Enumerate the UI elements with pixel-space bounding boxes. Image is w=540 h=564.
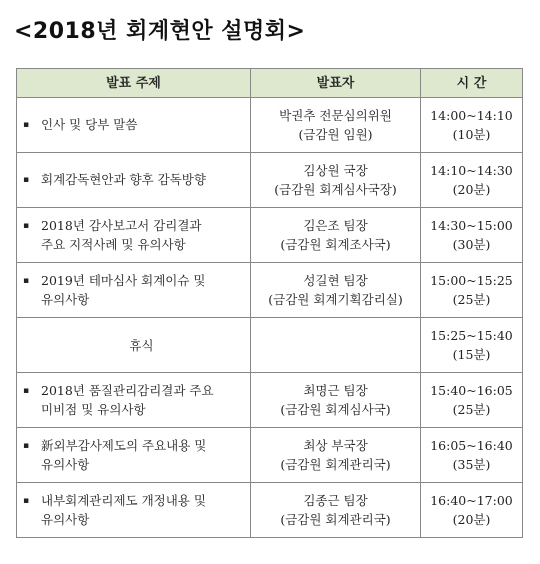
table-row xyxy=(17,263,523,318)
time-cell xyxy=(421,318,523,373)
bullet-icon: ▪ xyxy=(23,175,30,185)
topic-line: 유의사항 xyxy=(41,512,90,527)
topic-text xyxy=(41,271,242,309)
bullet-icon: ▪ xyxy=(23,496,30,506)
topic-line: 2018년 감사보고서 감리결과 xyxy=(41,218,202,233)
schedule-table xyxy=(16,68,523,538)
topic-cell xyxy=(17,98,251,153)
time-range: 16:05~16:40 xyxy=(430,438,513,453)
bullet-icon: ▪ xyxy=(23,276,30,286)
table-row xyxy=(17,483,523,538)
topic-text xyxy=(41,170,242,189)
topic-cell xyxy=(17,483,251,538)
time-cell xyxy=(421,263,523,318)
presenter-cell xyxy=(251,208,421,263)
time-cell xyxy=(421,483,523,538)
topic-text xyxy=(41,436,242,474)
bullet-icon xyxy=(23,336,41,337)
presenter-cell xyxy=(251,263,421,318)
bullet-icon: ▪ xyxy=(23,120,30,130)
time-duration: (35분) xyxy=(452,457,491,472)
time-duration: (20분) xyxy=(452,512,491,527)
time-range: 16:40~17:00 xyxy=(430,493,513,508)
presenter-cell xyxy=(251,318,421,373)
table-header-row xyxy=(17,69,523,98)
presenter-affiliation: (금감원 회계관리국) xyxy=(280,512,391,527)
presenter-name: 김은조 팀장 xyxy=(303,218,368,233)
time-range: 15:25~15:40 xyxy=(430,328,513,343)
topic-line: 유의사항 xyxy=(41,457,90,472)
time-duration: (25분) xyxy=(452,402,491,417)
presenter-cell xyxy=(251,153,421,208)
time-range: 14:10~14:30 xyxy=(430,163,513,178)
time-range: 14:00~14:10 xyxy=(430,108,513,123)
header-presenter: 발표자 xyxy=(251,69,421,98)
table-row xyxy=(17,373,523,428)
topic-text xyxy=(41,491,242,529)
presenter-affiliation: (금감원 회계기획감리실) xyxy=(268,292,403,307)
time-cell xyxy=(421,98,523,153)
bullet-icon: ▪ xyxy=(23,386,30,396)
topic-line: 휴식 xyxy=(129,337,154,353)
presenter-name: 최상 부국장 xyxy=(303,438,368,453)
presenter-name: 최명근 팀장 xyxy=(303,383,368,398)
time-cell xyxy=(421,428,523,483)
presenter-affiliation: (금감원 회계심사국장) xyxy=(274,182,397,197)
bullet-icon: ▪ xyxy=(23,221,30,231)
topic-line: 新외부감사제도의 주요내용 및 xyxy=(41,438,207,453)
presenter-cell xyxy=(251,428,421,483)
time-cell xyxy=(421,208,523,263)
topic-text xyxy=(41,115,242,134)
time-duration: (15분) xyxy=(452,347,491,362)
topic-cell xyxy=(17,153,251,208)
time-duration: (30분) xyxy=(452,237,491,252)
presenter-cell xyxy=(251,483,421,538)
presenter-name: 박권추 전문심의위원 xyxy=(279,108,392,123)
topic-line: 인사 및 당부 말씀 xyxy=(41,117,138,132)
presenter-affiliation: (금감원 임원) xyxy=(298,127,373,142)
presenter-affiliation: (금감원 회계조사국) xyxy=(280,237,391,252)
table-row xyxy=(17,318,523,373)
page-title: <2018년 회계현안 설명회> xyxy=(14,19,306,44)
topic-line: 내부회계관리제도 개정내용 및 xyxy=(41,493,206,508)
presenter-affiliation: (금감원 회계관리국) xyxy=(280,457,391,472)
topic-cell xyxy=(17,208,251,263)
time-range: 15:40~16:05 xyxy=(430,383,513,398)
topic-line: 회계감독현안과 향후 감독방향 xyxy=(41,172,206,187)
topic-cell xyxy=(17,263,251,318)
presenter-name: 김상원 국장 xyxy=(303,163,368,178)
header-time: 시 간 xyxy=(421,69,523,98)
topic-line: 유의사항 xyxy=(41,292,90,307)
topic-text xyxy=(41,336,242,355)
time-cell xyxy=(421,153,523,208)
topic-cell xyxy=(17,428,251,483)
topic-line: 2019년 테마심사 회계이슈 및 xyxy=(41,273,206,288)
presenter-name: 성길현 팀장 xyxy=(303,273,368,288)
time-duration: (10분) xyxy=(452,127,491,142)
topic-text xyxy=(41,216,242,254)
bullet-icon: ▪ xyxy=(23,441,30,451)
table-row xyxy=(17,153,523,208)
presenter-name: 김종근 팀장 xyxy=(303,493,368,508)
presenter-cell xyxy=(251,98,421,153)
time-range: 14:30~15:00 xyxy=(430,218,513,233)
header-topic: 발표 주제 xyxy=(17,69,251,98)
topic-text xyxy=(41,381,242,419)
table-row xyxy=(17,428,523,483)
topic-line: 미비점 및 유의사항 xyxy=(41,402,146,417)
table-row xyxy=(17,98,523,153)
time-cell xyxy=(421,373,523,428)
presenter-cell xyxy=(251,373,421,428)
topic-line: 주요 지적사례 및 유의사항 xyxy=(41,237,186,252)
time-range: 15:00~15:25 xyxy=(430,273,513,288)
topic-cell xyxy=(17,373,251,428)
table-row xyxy=(17,208,523,263)
topic-line: 2018년 품질관리감리결과 주요 xyxy=(41,383,214,398)
time-duration: (25분) xyxy=(452,292,491,307)
presenter-affiliation: (금감원 회계심사국) xyxy=(280,402,391,417)
time-duration: (20분) xyxy=(452,182,491,197)
topic-cell xyxy=(17,318,251,373)
